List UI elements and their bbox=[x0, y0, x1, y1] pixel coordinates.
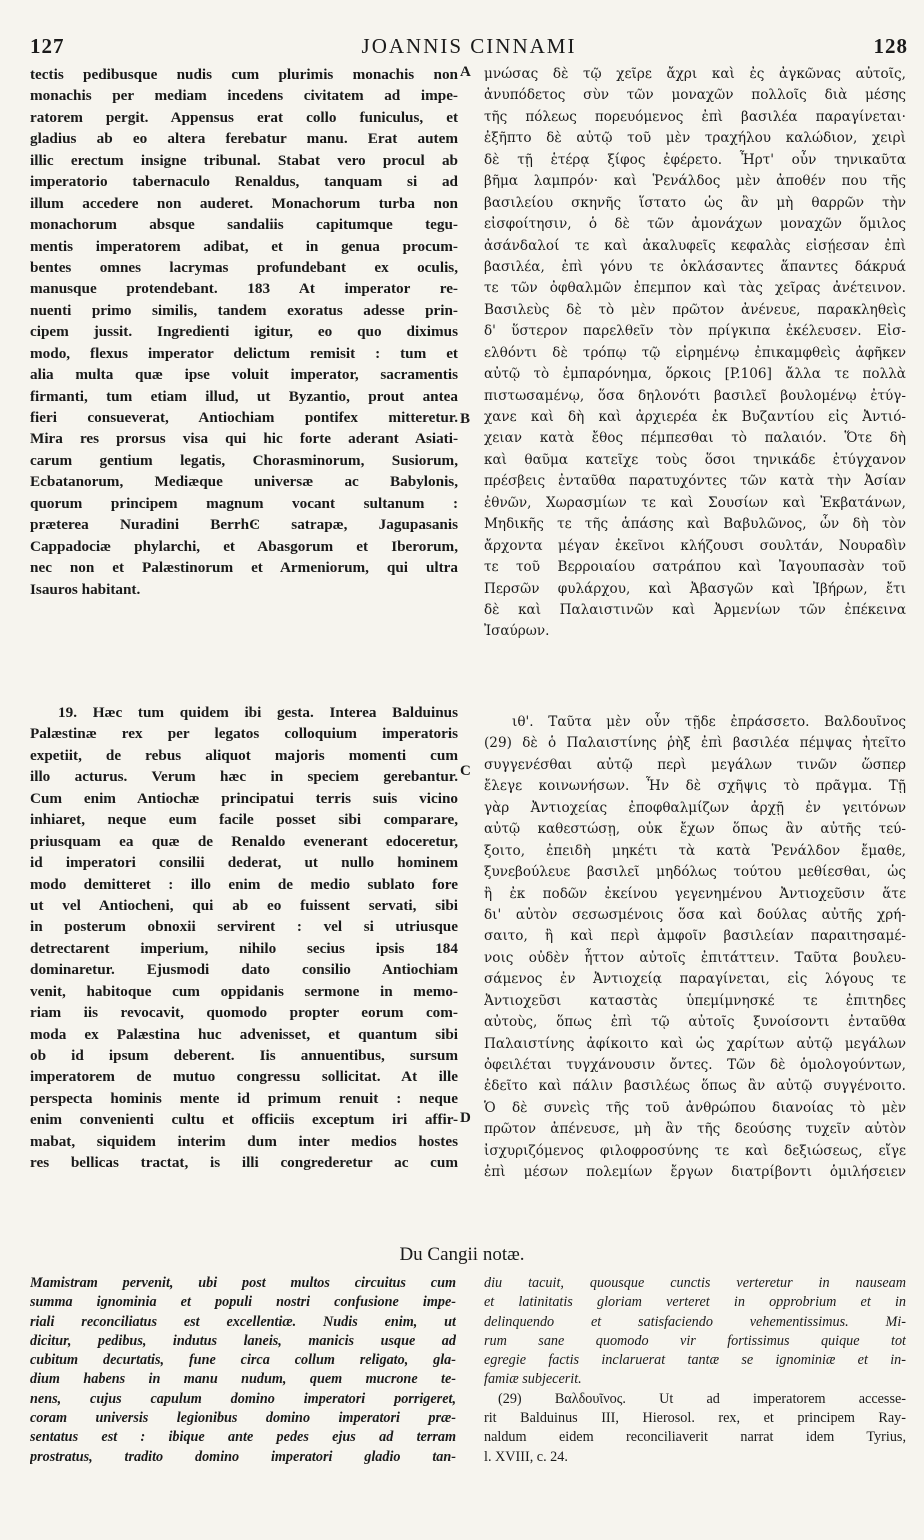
text-line: νοις οὐδὲν ἧττον αὐτοῖς ἐπιτάττειν. Ταῦτα βουλευ- bbox=[484, 949, 906, 966]
text-line: riali reconciliatus est excellentiæ. Nudis enim, ut bbox=[30, 1313, 456, 1330]
text-line: naldum eidem reconciliaverit narrat idem Tyrius, bbox=[484, 1429, 906, 1446]
text-line: fieri consueverat, Antiochiam pontifex mitteretur. bbox=[30, 409, 458, 426]
text-line: riam iis revocavit, quomodo propter eorum com- bbox=[30, 1004, 458, 1022]
text-line: πρῶτον ἀπένευσε, μὴ ἂν τῆς δεούσης τυχεῖν αὐτὸν bbox=[484, 1121, 906, 1138]
running-title: JOANNIS CINNAMI bbox=[361, 34, 577, 58]
text-line: συγγενέσθαι αὐτῷ περὶ μεγάλων τινῶν ὥσπερ bbox=[484, 756, 906, 773]
text-line: dicitur, pedibus, indutus laneis, manicis usque ad bbox=[30, 1332, 456, 1349]
text-line: Palæstinæ rex per legatos colloquium imperatoris bbox=[30, 725, 458, 743]
text-line: summa ignominia et populi nostri confusione impe- bbox=[30, 1294, 456, 1311]
margin-marker-a: A bbox=[460, 64, 471, 80]
text-line: Cappadociæ phylarchi, et Abasgorum et Iberorum, bbox=[30, 537, 458, 555]
text-line: monachis per mediam incedens civitatem ad impe- bbox=[30, 87, 458, 105]
text-line: l. XVIII, c. 24. bbox=[484, 1448, 568, 1465]
text-line: τε τῶν ὀφθαλμῶν ἐπεμπον καὶ τὰς χεῖρας ἀνέτεινον. bbox=[484, 280, 906, 297]
text-line: imperatorio tabernaculo Renaldus, tanquam si ad bbox=[30, 173, 458, 191]
text-line: id imperatori consilii dederat, ut nullo hominem bbox=[30, 854, 458, 872]
text-line: famiæ subjecerit. bbox=[484, 1371, 582, 1388]
text-line: καὶ θαῦμα κατεῖχε τοὺς ὅσοι τηνικάδε ἐτύγχανον bbox=[484, 451, 906, 468]
text-line: 19. Hæc tum quidem ibi gesta. Interea Balduinus bbox=[58, 704, 458, 721]
text-line: χανε καὶ δὴ καὶ ἀρχιερέα ἐκ Βυζαντίου εἰς Ἀντιό- bbox=[484, 409, 906, 425]
text-line: tectis pedibusque nudis cum plurimis monachis non bbox=[30, 66, 458, 83]
text-line: ἀσάνδαλοί τε καὶ ἀκαλυφεῖς κεφαλὰς εἰσῄεσαν ἐπὶ bbox=[484, 237, 906, 254]
text-line: illic erectum insigne tribunal. Stabat vero procul ab bbox=[30, 151, 458, 169]
text-line: inhiaret, neque eum facile posset sibi comparare, bbox=[30, 811, 458, 829]
text-line: sentatus est : ibique ante pedes ejus ad terram bbox=[30, 1429, 456, 1446]
text-line: εἰσφοίτησιν, ὁ δὲ τῶν ἀμονάχων μοναχῶν ὅμιλος bbox=[484, 216, 906, 233]
text-line: δὲ καὶ Παλαιστινῶν καὶ Ἀρμενίων τῶν ἐπέκεινα bbox=[484, 601, 906, 618]
text-line: ἄρχοντα μέγαν ἐκεῖνοι κλήζουσι σουλτάν, Νουραδὶν bbox=[484, 537, 906, 554]
text-line: diu tacuit, quousque cunctis verteretur in nauseam bbox=[484, 1275, 906, 1291]
text-line: βῆμα λαμπρόν· καὶ Ῥενάλδος μὲν ἀποθέν που τῆς bbox=[484, 173, 906, 190]
text-line: ratorem pergit. Appensus erat collo funiculus, et bbox=[30, 108, 458, 126]
text-line: σάμενος ἐν Ἀντιοχείᾳ παραγίνεται, εἰς λόγους τε bbox=[484, 971, 906, 988]
text-line: αὐτῷ καθεστώσῃ, οὐκ ἔχων ὅπως ἂν αὐτῆς τεύ- bbox=[484, 821, 906, 838]
text-line: αὐτοὺς, ὅπως ἐπὶ τῷ αὐτοῖς ξυνοίσοντι ἐνταῦθα bbox=[484, 1014, 906, 1031]
latin-paragraph-2 bbox=[30, 702, 458, 1174]
text-line: βασιλέα, ἐπὶ γόνυ τε ὀκλάσαντες ἅπαντες δάκρυά bbox=[484, 258, 906, 275]
latin-paragraph-1 bbox=[30, 64, 458, 600]
text-line: ἰσχυριζόμενος φιλοφροσύνης τε καὶ δεξιώσεως, εἴγε bbox=[484, 1142, 906, 1159]
text-line: ἢ ἐκ ποδῶν ἐκείνου γεγενημένου Ἀντιοχεῦσιν ἅτε bbox=[484, 885, 906, 902]
text-line: in posterum obnoxii servirent : vel si utriusque bbox=[30, 918, 458, 936]
text-line: quorum principem magnum vocant sultanum : bbox=[30, 494, 458, 512]
text-line: ξοιτο, ἐπειδὴ μηκέτι τὰ κατὰ Ῥενάλδον ἔμαθε, bbox=[484, 842, 906, 859]
text-line: præterea Nuradini BerrhϾ satrapæ, Jagupasanis bbox=[30, 516, 458, 534]
text-line: dominaretur. Ejusmodi dato consilio Antiochiam bbox=[30, 961, 458, 979]
text-line: ελθόντι δὲ τρόπῳ τῷ εἰρημένῳ ἐπικαμφθεὶς ἀφῆκεν bbox=[484, 344, 906, 361]
text-line: (29) Βαλδουῖνος. Ut ad imperatorem accesse- bbox=[498, 1390, 906, 1407]
text-line: res bellicas tractat, is illi congrederetur ac cum bbox=[30, 1154, 458, 1172]
text-line: delinquendo et satisfaciendo vehementissimus. Mi- bbox=[484, 1313, 906, 1330]
text-line: ἀνυπόδετος σὺν τῶν μοναχῶν πολλοῖς διὰ μέσης bbox=[484, 87, 906, 104]
text-line: venit, habitoque cum oppidanis sermone in memo- bbox=[30, 982, 458, 1000]
text-line: δ' ὕστερον παρελθεῖν τὸν πρίγκιπα ἐκέλευσεν. Εἰσ- bbox=[484, 323, 906, 340]
text-line: Ἀντιοχεῦσι καταστὰς ὑπεμίμνησκέ τε ἐπιτηδες bbox=[484, 992, 906, 1009]
text-line: Ὁ δὲ συνεὶς τῆς τοῦ ἀνθρώπου διανοίας τὸ μὲν bbox=[484, 1099, 906, 1116]
text-line: monachorum absque sandaliis capitumque tegu- bbox=[30, 216, 458, 234]
text-line: χειαν κατὰ ἔθος πέμπεσθαι τὸ παλαιόν. Ὅτε δὴ bbox=[484, 430, 906, 447]
text-line: (29) δὲ ὁ Παλαιστίνης ῥὴξ ἐπὶ βασιλέα πέμψας ἠτεῖτο bbox=[484, 735, 906, 752]
text-line: Ecbatanorum, Mediæque universæ ac Babylonis, bbox=[30, 473, 458, 491]
text-line: τῆς πόλεως πορευόμενος ἐπὶ βασιλέα παραγίνεται· bbox=[484, 108, 906, 125]
text-line: perspecta hominis mente id primum renuit : neque bbox=[30, 1089, 458, 1107]
text-line: ut vel Antiocheni, qui ab eo fuissent servati, sibi bbox=[30, 896, 458, 914]
text-line: rum sane quomodo vir fortissimus quique tot bbox=[484, 1332, 906, 1349]
text-line: ἐδεῖτο καὶ πάλιν βασιλέως ὅπως ἂν αὐτῷ συγγένοιτο. bbox=[484, 1078, 906, 1095]
text-line: Ἰσαύρων. bbox=[484, 623, 550, 640]
text-line: σαιτο, ἢ καὶ περὶ ἀμφοῖν βασιλείαν παραιτησαμέ- bbox=[484, 928, 906, 945]
text-line: illum accedere non auderet. Monachorum turba non bbox=[30, 194, 458, 212]
text-line: ιθ'. Ταῦτα μὲν οὖν τῇδε ἐπράσσετο. Βαλδουῖνος bbox=[512, 714, 906, 730]
text-line: πιστωσαμένῳ, ὅσα δηλονότι βασιλεῖ βουλομένῳ ἐτύγ- bbox=[484, 387, 906, 404]
text-line: egregie factis inclaruerat tantæ se ignominiæ et in- bbox=[484, 1352, 906, 1369]
text-line: modo, flexus imperator delictum remisit : tum et bbox=[30, 344, 458, 362]
text-line: mabat, siquidem interim dum inter medios hostes bbox=[30, 1132, 458, 1150]
text-line: Μηδικῆς τε τῆς ἁπάσης καὶ Βαβυλῶνος, ὧν δὴ τὸν bbox=[484, 516, 906, 533]
notes-right-column bbox=[484, 1274, 906, 1467]
text-line: alia multa quæ ipse voluit imperator, sacramentis bbox=[30, 366, 458, 384]
text-line: prostratus, tradito domino imperatori gladio tan- bbox=[30, 1448, 456, 1465]
margin-marker-c: C bbox=[460, 763, 471, 779]
text-line: carum gentium legatis, Chorasminorum, Susiorum, bbox=[30, 451, 458, 469]
text-line: gladius ab eo altera ferebatur manu. Erat autem bbox=[30, 130, 458, 148]
page-number-left: 127 bbox=[30, 34, 65, 58]
notes-left-column bbox=[30, 1274, 456, 1467]
text-line: πρέσβεις ἐνταῦθα παρατυχόντες τῶν κατὰ τὴν Ἀσίαν bbox=[484, 473, 906, 490]
text-line: illo acturus. Verum hæc in speciem gerebantur. bbox=[30, 768, 458, 786]
page-number-right: 128 bbox=[873, 34, 908, 58]
text-line: cipem jussit. Ingredienti igitur, eo quo diximus bbox=[30, 323, 458, 341]
text-line: δὲ τῇ ἑτέρᾳ ξίφος ἐφέρετο. Ἦρτ' οὖν τηνικαῦτα bbox=[484, 151, 906, 168]
text-line: Mira res prorsus visa qui hic forte aderant Asiati- bbox=[30, 430, 458, 448]
margin-marker-b: B bbox=[460, 411, 471, 427]
text-line: modo demitteret : illo enim de medio sublato fore bbox=[30, 875, 458, 893]
text-line: nec non et Palæstinorum et Armeniorum, qui ultra bbox=[30, 559, 458, 577]
text-line: ξυνεβούλευε βασιλεῖ μηδόλως τούτου μεθίεσθαι, ὡς bbox=[484, 864, 906, 881]
margin-marker-d: D bbox=[460, 1110, 471, 1126]
text-line: Cum enim Antiochæ principatui terris suis vicino bbox=[30, 789, 458, 807]
text-line: Isauros habitant. bbox=[30, 580, 141, 598]
text-line: nens, cujus capulum domino imperatori porrigeret, bbox=[30, 1390, 456, 1407]
text-line: Περσῶν φυλάρχου, καὶ Ἀβασγῶν καὶ Ἰβήρων, ἔτι bbox=[484, 580, 906, 597]
text-line: imperatorem de mutuo congressu sollicitat. At ille bbox=[30, 1068, 458, 1086]
text-line: Βασιλεὺς δὲ τὸ μὲν πρῶτον ἀνένευε, παρακληθεὶς bbox=[484, 301, 906, 318]
text-line: coram universis legionibus domino imperatori præ- bbox=[30, 1410, 456, 1427]
text-line: βασιλείου σκηνῆς ἵστατο ὡς ἂν μὴ θαρρῶν τὴν bbox=[484, 194, 906, 211]
text-line: dium habens in manu nudum, quem mucrone te- bbox=[30, 1371, 456, 1388]
text-line: τε τοῦ Βερροιαίου σατράπου καὶ Ἰαγουπασὰν τοῦ bbox=[484, 559, 906, 576]
text-line: ὀφειλέται τυγχάνουσιν ὄντες. Τῶν δὲ ὁμολογούντων, bbox=[484, 1057, 906, 1073]
running-header bbox=[30, 34, 908, 62]
text-line: detrectarent imperium, nihilo secius ipsis 184 bbox=[30, 939, 458, 957]
text-line: ob id ipsum deberent. Iis annuentibus, sursum bbox=[30, 1047, 458, 1064]
text-line: enim convenienti cultu et officiis exceptum iri affir- bbox=[30, 1111, 458, 1129]
text-line: δι' αὐτὸν σεσωσμένοις ὅσα καὶ δούλας αὐτῆς χρή- bbox=[484, 906, 906, 923]
text-line: rit Balduinus III, Hierosol. rex, et principem Ray- bbox=[484, 1410, 906, 1427]
text-line: firmanti, tum etiam illud, ut Byzantio, prout antea bbox=[30, 387, 458, 405]
text-line: manusque protendebant. 183 At imperator re- bbox=[30, 280, 458, 298]
text-line: bentes omnes lacrymas profundebant ex oculis, bbox=[30, 258, 458, 276]
greek-paragraph-2 bbox=[484, 712, 906, 1184]
text-line: Παλαιστίνης ἀφίκοιτο καὶ ὡς χαρίτων αὐτῷ μεγάλων bbox=[484, 1035, 906, 1052]
text-line: et latinitatis gloriam verteret in opprobrium et in bbox=[484, 1294, 906, 1311]
text-line: Mamistram pervenit, ubi post multos circuitus cum bbox=[30, 1275, 456, 1291]
text-line: cubitum decurtatis, fune circa collum religato, gla- bbox=[30, 1352, 456, 1369]
text-line: mentis imperatorem adibat, et in genua procum- bbox=[30, 237, 458, 255]
text-line: γὰρ Ἀντιοχείας ἐποφθαλμίζων ἀρχῇ ἐν γειτόνων bbox=[484, 799, 906, 816]
text-line: ἐθνῶν, Χωρασμίων τε καὶ Σουσίων καὶ Ἐκβατάνων, bbox=[484, 494, 906, 511]
text-line: αὐτῷ τὸ ἐμπαρόνημα, ὅρκοις [P.106] ἄλλα τε πολλὰ bbox=[484, 366, 906, 383]
text-line: expetiit, de rebus aliquot majoris momenti cum bbox=[30, 746, 458, 764]
text-line: moda ex Palæstina huc advenisset, et quantum sibi bbox=[30, 1025, 458, 1043]
text-line: nuenti primo similis, tandem exoratus adesse prin- bbox=[30, 301, 458, 319]
greek-paragraph-1 bbox=[484, 64, 906, 643]
notes-title: Du Cangii notæ. bbox=[399, 1244, 525, 1265]
text-line: ἐξῆπτο δὲ αὐτῷ τοῦ μὲν τραχήλου καλώδιον, χειρὶ bbox=[484, 130, 906, 147]
text-line: μνώσας δὲ τῷ χεῖρε ἄχρι καὶ ἐς ἀγκῶνας αὐτοῖς, bbox=[484, 66, 906, 82]
text-line: ἐπὶ μέσων πολεμίων ἔργων διατρίβοντι ὁμιλήσειεν bbox=[484, 1164, 906, 1181]
text-line: priusquam ea quæ de Renaldo evenerant edoceretur, bbox=[30, 832, 458, 850]
text-line: ἔλεγε κοινωνήσων. Ἦν δὲ σχῆψις τὸ πρᾶγμα. Τῇ bbox=[484, 778, 906, 795]
